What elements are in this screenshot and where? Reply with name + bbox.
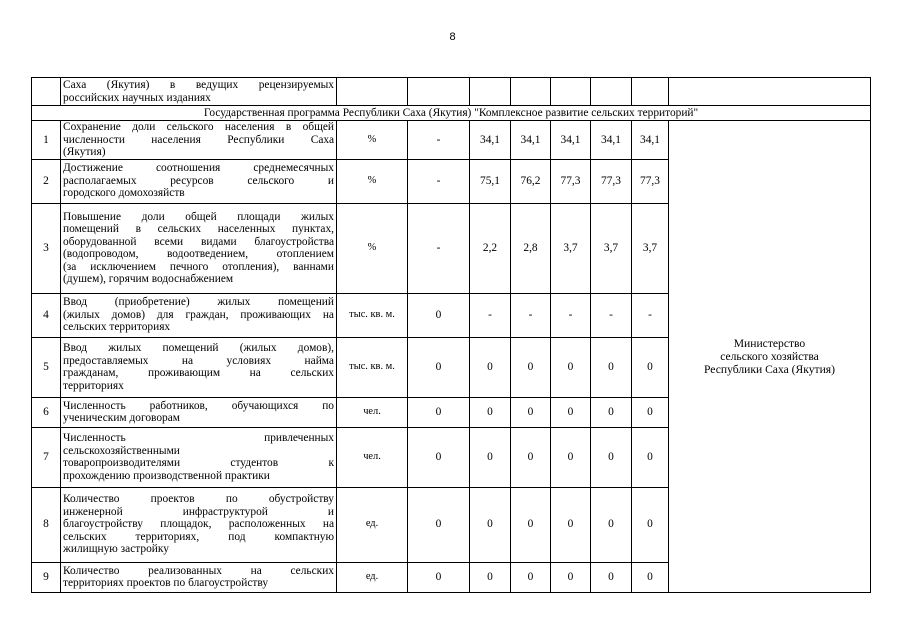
- value-cell: 0: [470, 487, 511, 562]
- indicator-name-line: (водопроводом, водоотведением, отоплением: [63, 248, 334, 260]
- indicator-name-line: Повышение доли общей площади жилых: [63, 210, 334, 223]
- indicator-name-line: сельских территориях: [63, 321, 171, 334]
- indicator-name-cell: [61, 121, 337, 160]
- unit-cell: чел.: [337, 427, 408, 487]
- value-cell: 0: [591, 487, 632, 562]
- value-cell: 0: [470, 337, 511, 397]
- row-number: 8: [32, 487, 61, 562]
- row-number: 7: [32, 427, 61, 487]
- indicator-name-line: жилищную застройку: [63, 543, 169, 556]
- row-number-cell: [32, 78, 61, 106]
- program-title-row: [32, 106, 871, 121]
- table-row: [32, 121, 871, 160]
- unit-cell: ед.: [337, 487, 408, 562]
- value-cell: 0: [632, 487, 669, 562]
- value-cell: -: [591, 293, 632, 337]
- indicator-name-line: предоставляемых на условиях найма: [63, 354, 334, 367]
- indicator-name-line: Количество проектов по обустройству: [63, 493, 334, 506]
- value-cell: 0: [470, 562, 511, 592]
- indicator-name-cell: [61, 397, 337, 427]
- value-cell: -: [511, 293, 551, 337]
- indicator-name-cell: [61, 427, 337, 487]
- row-number: 9: [32, 562, 61, 592]
- value-cell: 0: [632, 427, 669, 487]
- value-cell: 2,2: [470, 203, 511, 293]
- value-cell: 0: [551, 337, 591, 397]
- empty-cell: [669, 78, 871, 106]
- indicator-name-line: прохождению производственной практики: [63, 469, 270, 482]
- empty-cell: [470, 78, 511, 106]
- value-cell: 34,1: [551, 121, 591, 160]
- indicator-name-line: территориях: [63, 379, 124, 392]
- indicator-name-cell: [61, 337, 337, 397]
- value-cell: 75,1: [470, 159, 511, 203]
- value-cell: -: [470, 293, 511, 337]
- base-value-cell: -: [408, 203, 470, 293]
- base-value-cell: -: [408, 159, 470, 203]
- value-cell: -: [551, 293, 591, 337]
- indicator-name-line: товаропроизводителями студентов к: [63, 457, 334, 469]
- indicator-name-line: численности населения Республики Саха: [63, 133, 334, 146]
- value-cell: 0: [511, 562, 551, 592]
- empty-cell: [551, 78, 591, 106]
- indicator-name-line: сельскохозяйственными: [63, 444, 180, 457]
- value-cell: 0: [591, 337, 632, 397]
- value-cell: 77,3: [632, 159, 669, 203]
- value-cell: 0: [551, 397, 591, 427]
- empty-cell: [591, 78, 632, 106]
- value-cell: 34,1: [591, 121, 632, 160]
- value-cell: 3,7: [591, 203, 632, 293]
- indicator-name-line: Достижение соотношения среднемесячных: [63, 162, 334, 175]
- value-cell: 0: [632, 397, 669, 427]
- value-cell: 0: [551, 427, 591, 487]
- value-cell: 0: [591, 397, 632, 427]
- page-number: 8: [449, 31, 456, 43]
- responsible-agency-line: Министерство: [733, 336, 806, 350]
- indicator-name-cell: [61, 293, 337, 337]
- empty-cell: [511, 78, 551, 106]
- value-cell: 0: [511, 427, 551, 487]
- unit-cell: тыс. кв. м.: [337, 293, 408, 337]
- indicator-name-line: (душем), горячим водоснабжением: [63, 273, 234, 285]
- value-cell: 34,1: [511, 121, 551, 160]
- empty-cell: [408, 78, 470, 106]
- base-value-cell: 0: [408, 562, 470, 592]
- value-cell: 0: [632, 562, 669, 592]
- row-number: 6: [32, 397, 61, 427]
- indicator-name-cell: [61, 562, 337, 592]
- indicator-name-cell: [61, 487, 337, 562]
- responsible-agency-line: сельского хозяйства: [720, 349, 819, 363]
- responsible-agency-line: Республики Саха (Якутия): [704, 362, 835, 376]
- indicator-name-line: Ввод жилых помещений (жилых домов),: [63, 342, 334, 354]
- unit-cell: %: [337, 159, 408, 203]
- base-value-cell: 0: [408, 487, 470, 562]
- value-cell: 77,3: [591, 159, 632, 203]
- indicator-name-cell: [61, 159, 337, 203]
- indicator-name-line: Сохранение доли сельского населения в общей: [63, 121, 334, 133]
- value-cell: 0: [591, 562, 632, 592]
- value-cell: 0: [551, 487, 591, 562]
- indicator-name-line: российских научных изданиях: [63, 91, 211, 104]
- value-cell: 0: [591, 427, 632, 487]
- base-value-cell: 0: [408, 293, 470, 337]
- indicator-name-line: городского домохозяйств: [63, 187, 185, 200]
- indicator-name-line: оборудованной всеми видами благоустройства: [63, 235, 334, 248]
- value-cell: -: [632, 293, 669, 337]
- indicator-name-line: ученическим договорам: [63, 412, 181, 424]
- base-value-cell: 0: [408, 337, 470, 397]
- indicator-name-line: Количество реализованных на сельских: [63, 564, 334, 577]
- empty-cell: [337, 78, 408, 106]
- row-number: 1: [32, 121, 61, 160]
- value-cell: 34,1: [470, 121, 511, 160]
- value-cell: 3,7: [632, 203, 669, 293]
- unit-cell: %: [337, 203, 408, 293]
- indicator-name-line: располагаемых ресурсов сельского и: [63, 174, 334, 187]
- indicator-name-line: (Якутия): [63, 146, 106, 158]
- unit-cell: ед.: [337, 562, 408, 592]
- indicator-name-line: инженерной инфраструктурой и: [63, 505, 334, 518]
- base-value-cell: 0: [408, 397, 470, 427]
- row-number: 5: [32, 337, 61, 397]
- indicator-name-line: помещений в сельских населенных пунктах,: [63, 223, 334, 235]
- indicator-name-line: Численность привлеченных: [63, 432, 334, 444]
- value-cell: 0: [470, 397, 511, 427]
- value-cell: 0: [632, 337, 669, 397]
- indicator-name-line: Ввод (приобретение) жилых помещений: [63, 296, 334, 309]
- value-cell: 0: [511, 397, 551, 427]
- indicator-name-cell: [61, 78, 337, 106]
- value-cell: 0: [511, 337, 551, 397]
- indicator-name-line: Саха (Якутия) в ведущих рецензируемых: [63, 79, 334, 91]
- row-number: 2: [32, 159, 61, 203]
- value-cell: 0: [470, 427, 511, 487]
- value-cell: 0: [511, 487, 551, 562]
- unit-cell: %: [337, 121, 408, 160]
- row-number: 3: [32, 203, 61, 293]
- value-cell: 0: [551, 562, 591, 592]
- value-cell: 2,8: [511, 203, 551, 293]
- value-cell: 76,2: [511, 159, 551, 203]
- row-number: 4: [32, 293, 61, 337]
- indicator-name-line: территориях проектов по благоустройству: [63, 577, 269, 589]
- indicator-name-cell: [61, 203, 337, 293]
- indicator-name-line: (за исключением печного отопления), ваннами: [63, 260, 334, 273]
- unit-cell: чел.: [337, 397, 408, 427]
- program-title: Государственная программа Республики Саха (Якутия) "Комплексное развитие сельских территорий": [32, 106, 871, 121]
- table-row-continued: [32, 78, 871, 106]
- indicator-name-line: (жилых домов) для граждан, проживающих на: [63, 308, 334, 321]
- unit-cell: тыс. кв. м.: [337, 337, 408, 397]
- base-value-cell: 0: [408, 427, 470, 487]
- responsible-agency-cell: [669, 121, 871, 593]
- empty-cell: [632, 78, 669, 106]
- value-cell: 3,7: [551, 203, 591, 293]
- base-value-cell: -: [408, 121, 470, 160]
- value-cell: 77,3: [551, 159, 591, 203]
- indicator-name-line: Численность работников, обучающихся по: [63, 399, 334, 412]
- value-cell: 34,1: [632, 121, 669, 160]
- indicator-name-line: благоустройству площадок, расположенных на: [63, 518, 334, 531]
- indicator-name-line: гражданам, проживающим на сельских: [63, 367, 334, 379]
- indicators-table: [31, 77, 871, 593]
- indicator-name-line: сельских территориях, под компактную: [63, 530, 334, 543]
